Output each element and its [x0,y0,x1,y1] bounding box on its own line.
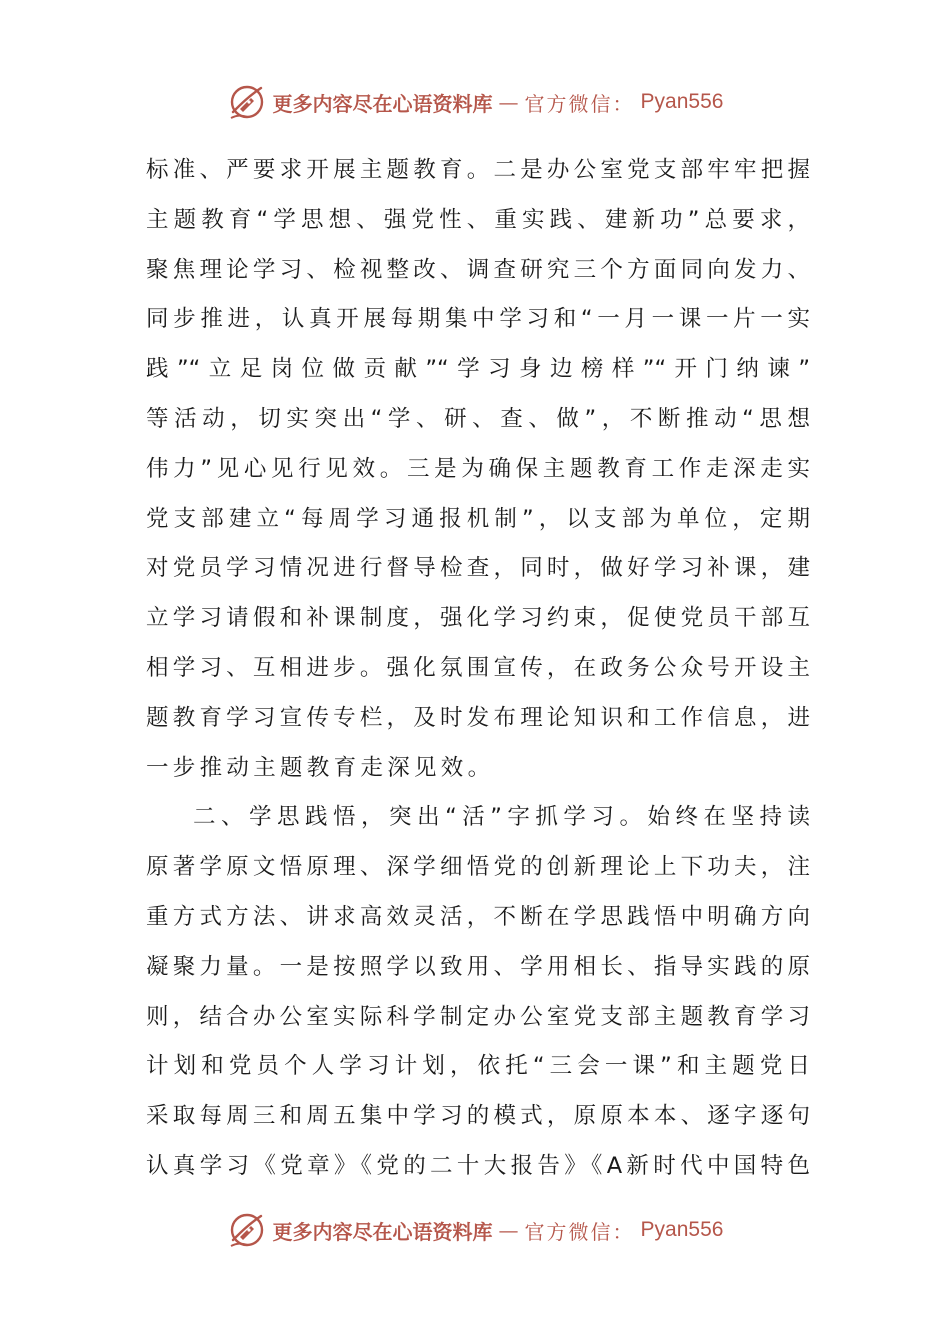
site-name: 更多内容尽在心语资料库 [272,1219,493,1244]
text-line: 则，结合办公室实际科学制定办公室党支部主题教育学习 [146,1003,810,1030]
text-line: 标准、严要求开展主题教育。二是办公室党支部牢牢把握 [146,157,810,183]
wechat-id: Pyan556 [640,90,724,113]
wechat-label: 官方微信： [524,91,635,116]
text-line: 对党员学习情况进行督导检查，同时，做好学习补课，建 [146,555,810,582]
text-line: 聚焦理论学习、检视整改、调查研究三个方面同向发力、 [146,256,810,283]
text-line: 题教育学习宣传专栏，及时发布理论知识和工作信息，进 [146,704,810,731]
text-line: 重方式方法、讲求高效灵活，不断在学思践悟中明确方向 [146,903,810,930]
text-line: 同步推进，认真开展每期集中学习和“一月一课一片一实 [146,306,810,333]
text-line: 认真学习《党章》《党的二十大报告》《A新时代中国特色 [146,1152,810,1179]
text-line: 立学习请假和补课制度，强化学习约束，促使党员干部互 [146,605,810,632]
separator-dash: — [498,1218,519,1242]
separator-dash: — [498,90,519,114]
text-line: 一步推动主题教育走深见效。 [146,754,495,781]
text-line: 计划和党员个人学习计划，依托“三会一课”和主题党日 [146,1053,810,1080]
text-line: 采取每周三和周五集中学习的模式，原原本本、逐字逐句 [146,1103,810,1130]
text-line: 等活动，切实突出“学、研、查、做”，不断推动“思想 [146,405,810,432]
site-name: 更多内容尽在心语资料库 [272,91,493,116]
text-line: 主题教育“学思想、强党性、重实践、建新功”总要求， [146,206,810,233]
pen-nib-logo-icon [227,82,267,122]
header-banner [0,80,950,124]
text-line: 原著学原文悟原理、深学细悟党的创新理论上下功夫，注 [146,854,810,881]
text-line: 凝聚力量。一是按照学以致用、学用相长、指导实践的原 [146,953,810,980]
text-line: 相学习、互相进步。强化氛围宣传，在政务公众号开设主 [146,654,810,681]
wechat-label: 官方微信： [524,1219,635,1244]
text-line: 践”“立足岗位做贡献”“学习身边榜样”“开门纳谏” [146,356,810,383]
footer-banner [0,1208,950,1252]
document-body [146,146,810,1192]
text-line: 党支部建立“每周学习通报机制”，以支部为单位，定期 [146,505,810,532]
pen-nib-logo-icon [227,1210,267,1250]
text-line: 伟力”见心见行见效。三是为确保主题教育工作走深走实 [146,455,810,482]
wechat-id: Pyan556 [640,1218,724,1241]
section-heading-line: 二、学思践悟，突出“活”字抓学习。始终在坚持读 [193,804,810,831]
